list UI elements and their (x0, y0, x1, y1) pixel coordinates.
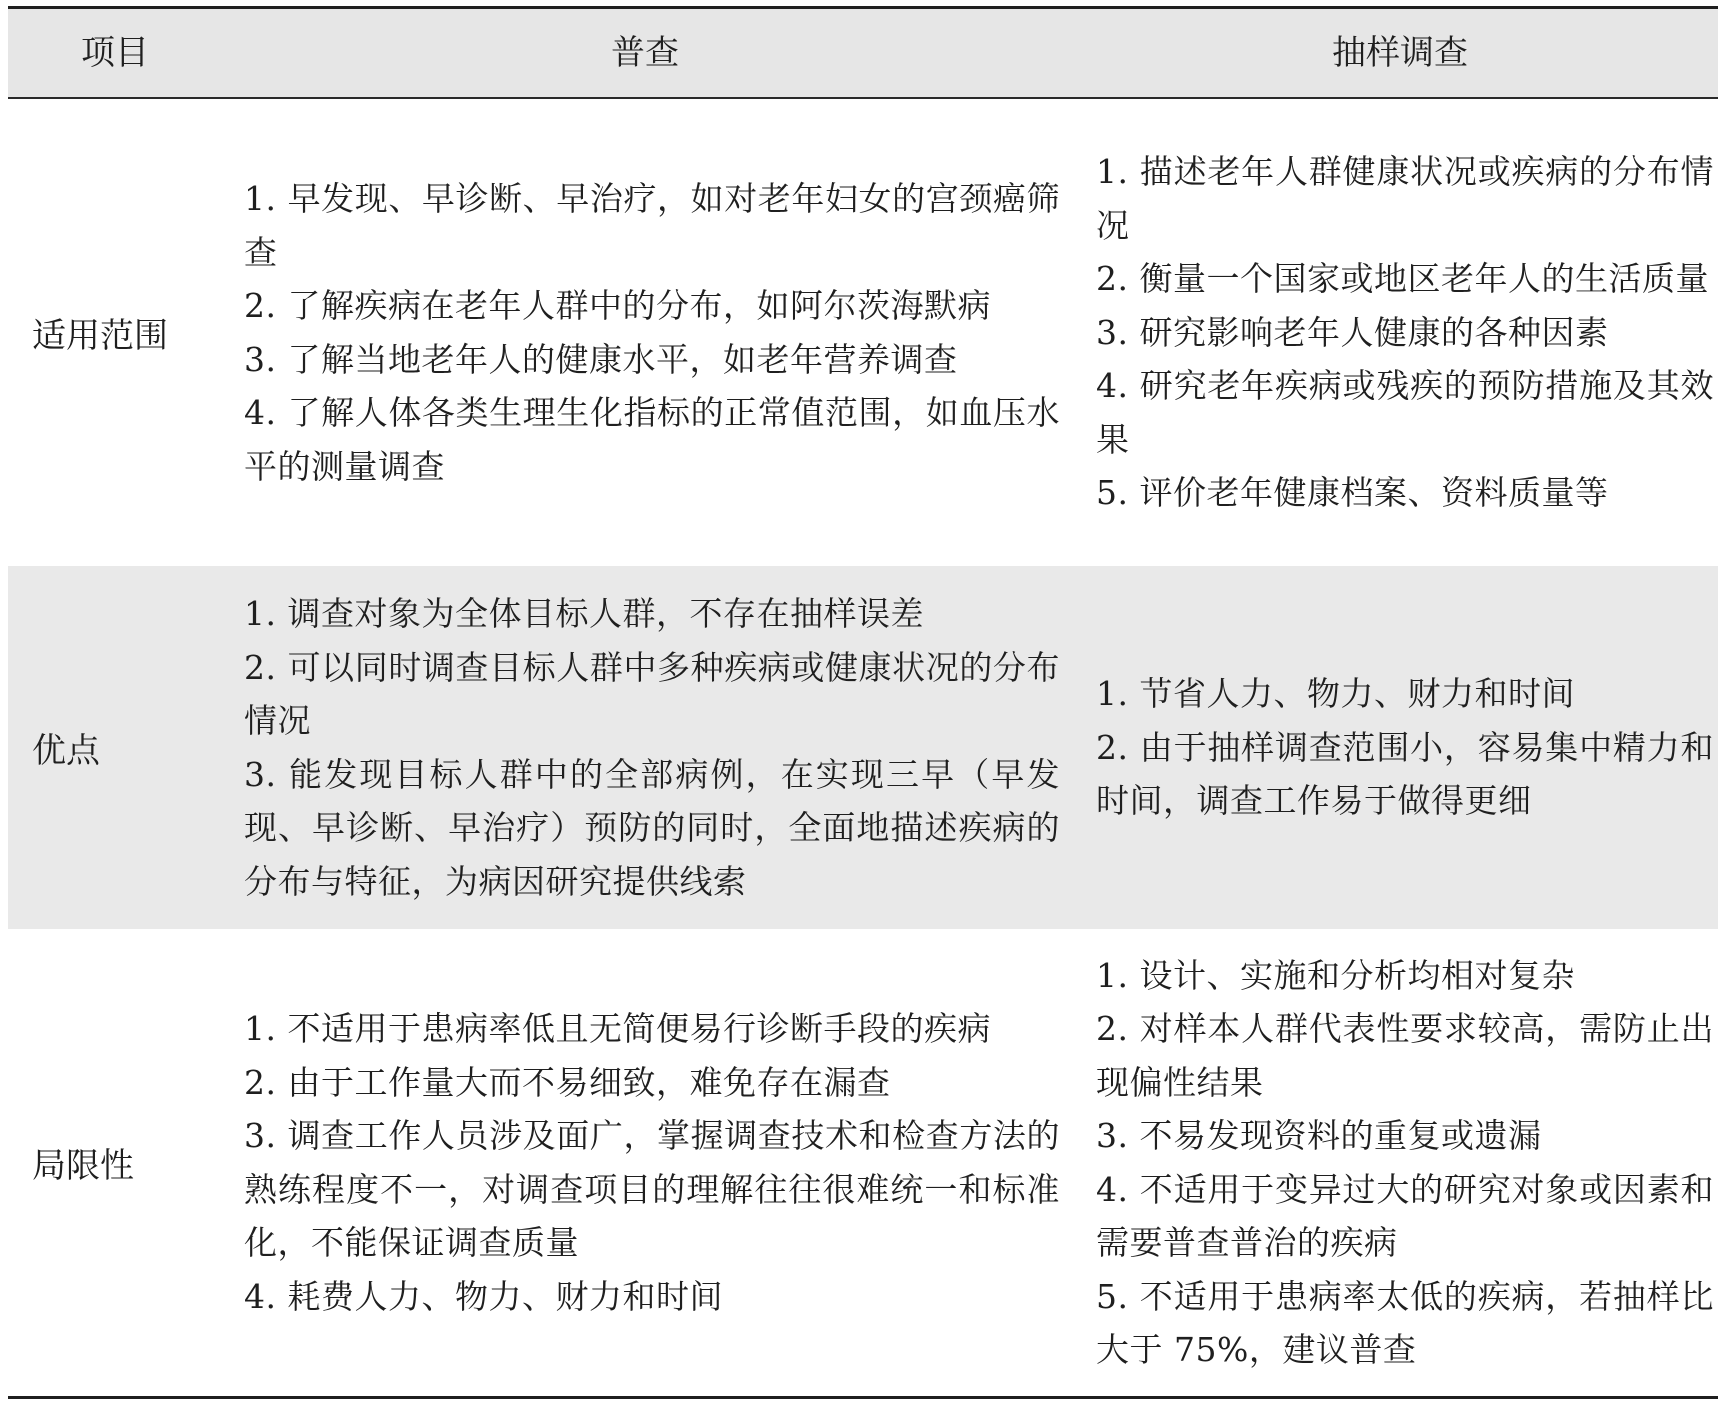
list-item: 3. 研究影响老年人健康的各种因素 (1096, 312, 1609, 352)
list-item: 3. 了解当地老年人的健康水平，如老年营养调查 (244, 339, 958, 379)
list-item: 2. 由于工作量大而不易细致，难免存在漏查 (244, 1062, 891, 1102)
header-item: 项目 (81, 33, 149, 73)
cell-sampling-scope (1096, 99, 1714, 566)
list-item: 4. 耗费人力、物力、财力和时间 (244, 1276, 723, 1316)
list-item: 1. 设计、实施和分析均相对复杂 (1096, 955, 1575, 995)
header-census: 普查 (611, 33, 679, 73)
row-label-text: 适用范围 (32, 316, 168, 356)
cell-census-limitations (244, 929, 1060, 1396)
row-label-advantages (32, 566, 232, 929)
list-item: 3. 不易发现资料的重复或遗漏 (1096, 1116, 1542, 1155)
list-item: 2. 由于抽样调查范围小，容易集中精力和时间，调查工作易于做得更细 (1096, 727, 1714, 821)
cell-census-advantages (244, 566, 1060, 929)
list-item: 3. 调查工作人员涉及面广，掌握调查技术和检查方法的熟练程度不一，对调查项目的理解往往很难统一和标准化，不能保证调查质量 (244, 1116, 1060, 1262)
list-item: 5. 评价老年健康档案、资料质量等 (1096, 473, 1609, 513)
row-label-text: 优点 (32, 731, 100, 771)
list-item: 1. 不适用于患病率低且无简便易行诊断手段的疾病 (244, 1009, 991, 1048)
row-label-limitations (32, 929, 232, 1396)
list-item: 1. 节省人力、物力、财力和时间 (1096, 674, 1575, 714)
list-item: 3. 能发现目标人群中的全部病例，在实现三早（早发现、早诊断、早治疗）预防的同时，全面地描述疾病的分布与特征，为病因研究提供线索 (244, 754, 1060, 901)
list-item: 2. 衡量一个国家或地区老年人的生活质量 (1096, 259, 1709, 299)
cell-census-scope (244, 99, 1060, 566)
cell-sampling-limitations (1096, 929, 1714, 1396)
list-item: 1. 描述老年人群健康状况或疾病的分布情况 (1096, 152, 1714, 245)
list-item: 4. 不适用于变异过大的研究对象或因素和需要普查普治的疾病 (1096, 1169, 1714, 1262)
list-item: 2. 了解疾病在老年人群中的分布，如阿尔茨海默病 (244, 286, 991, 325)
list-item: 2. 对样本人群代表性要求较高，需防止出现偏性结果 (1096, 1009, 1714, 1102)
list-item: 4. 了解人体各类生理生化指标的正常值范围，如血压水平的测量调查 (244, 393, 1060, 486)
row-label-scope (32, 99, 232, 566)
header-sampling: 抽样调查 (1332, 33, 1468, 73)
list-item: 1. 调查对象为全体目标人群，不存在抽样误差 (244, 594, 924, 633)
row-label-text: 局限性 (32, 1146, 134, 1186)
bottom-rule (8, 1396, 1718, 1399)
cell-sampling-advantages (1096, 566, 1714, 929)
list-item: 4. 研究老年疾病或残疾的预防措施及其效果 (1096, 366, 1714, 459)
list-item: 2. 可以同时调查目标人群中多种疾病或健康状况的分布情况 (244, 647, 1060, 740)
list-item: 5. 不适用于患病率太低的疾病，若抽样比大于 75%，建议普查 (1096, 1276, 1714, 1369)
list-item: 1. 早发现、早诊断、早治疗，如对老年妇女的宫颈癌筛查 (244, 179, 1060, 272)
